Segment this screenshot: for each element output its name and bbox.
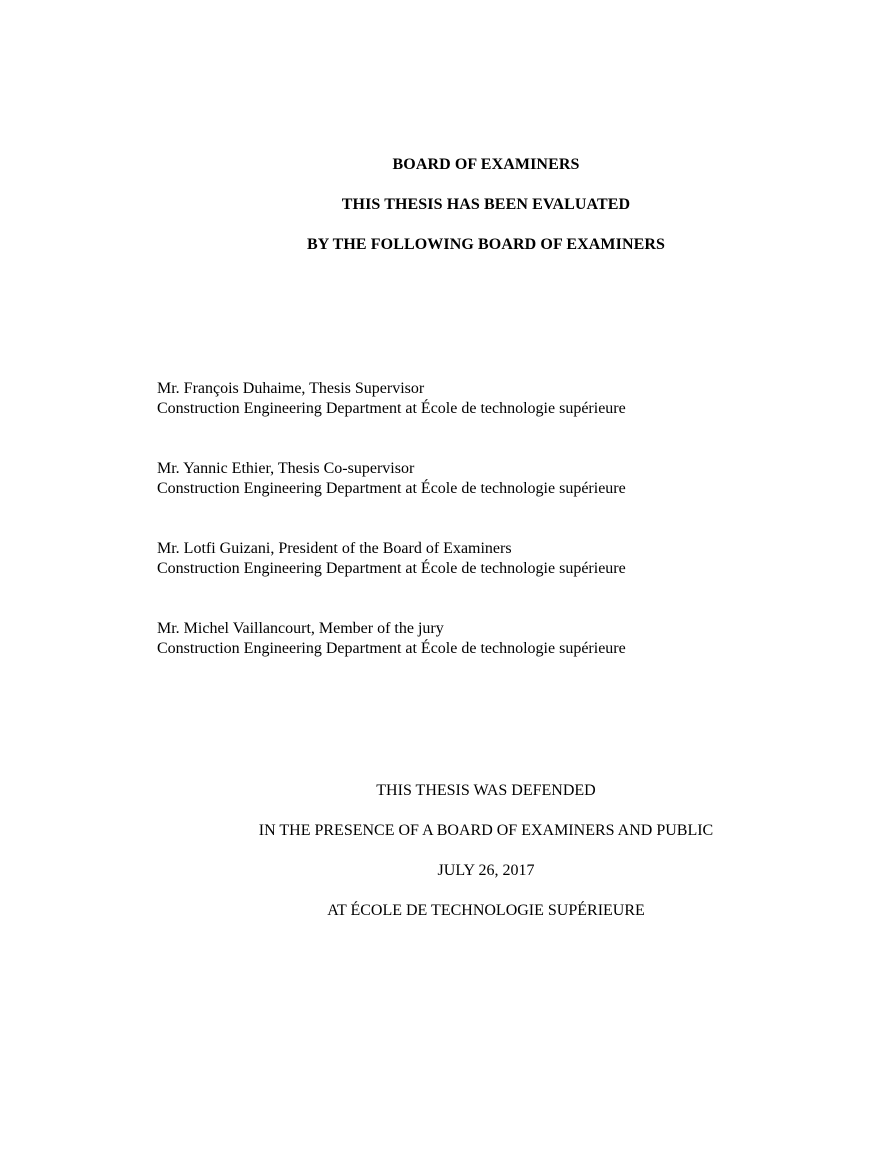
defense-line-2: IN THE PRESENCE OF A BOARD OF EXAMINERS AND PUBLIC bbox=[258, 822, 714, 839]
examiner-affiliation: Construction Engineering Department at École de technologie supérieure bbox=[157, 400, 626, 417]
examiner-entry bbox=[157, 379, 797, 419]
examiner-name-role: Mr. François Duhaime, Thesis Supervisor bbox=[157, 380, 425, 397]
examiner-entry bbox=[157, 619, 797, 659]
examiner-affiliation: Construction Engineering Department at École de technologie supérieure bbox=[157, 560, 626, 577]
examiner-entry bbox=[157, 459, 797, 499]
defense-location: AT ÉCOLE DE TECHNOLOGIE SUPÉRIEURE bbox=[327, 902, 645, 919]
examiner-affiliation: Construction Engineering Department at École de technologie supérieure bbox=[157, 640, 626, 657]
defense-date: JULY 26, 2017 bbox=[437, 862, 535, 879]
evaluation-statement: THIS THESIS HAS BEEN EVALUATED bbox=[341, 196, 631, 213]
examiner-name-role: Mr. Michel Vaillancourt, Member of the jury bbox=[157, 620, 444, 637]
examiner-entry bbox=[157, 539, 797, 579]
examiner-name-role: Mr. Yannic Ethier, Thesis Co-supervisor bbox=[157, 460, 415, 477]
evaluation-statement-continued: BY THE FOLLOWING BOARD OF EXAMINERS bbox=[306, 236, 666, 253]
page-title: BOARD OF EXAMINERS bbox=[392, 156, 580, 173]
examiner-list bbox=[157, 379, 797, 699]
defense-statement bbox=[0, 781, 893, 941]
defense-line-1: THIS THESIS WAS DEFENDED bbox=[376, 782, 596, 799]
examiner-name-role: Mr. Lotfi Guizani, President of the Board of Examiners bbox=[157, 540, 512, 557]
examiner-affiliation: Construction Engineering Department at École de technologie supérieure bbox=[157, 480, 626, 497]
board-heading bbox=[0, 155, 893, 275]
